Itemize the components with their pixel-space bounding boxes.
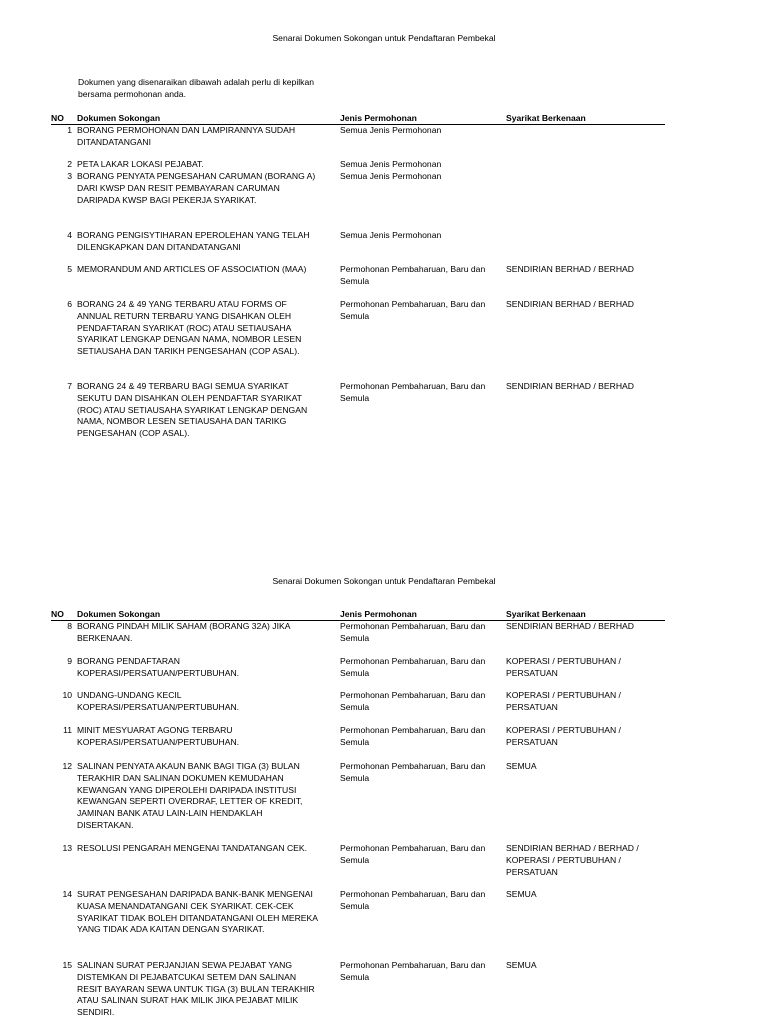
- row-syarikat-line: PERSATUAN: [506, 701, 558, 712]
- row-dokumen-line: RESOLUSI PENGARAH MENGENAI TANDATANGAN CEK.: [77, 843, 308, 853]
- row-jenis: [340, 171, 505, 183]
- row-number: 13: [62, 843, 72, 853]
- row-number: 1: [67, 125, 72, 135]
- row-dokumen-line: BORANG PERMOHONAN DAN LAMPIRANNYA SUDAH: [77, 125, 296, 135]
- row-dokumen: [77, 960, 339, 1019]
- row-dokumen-line: KEWANGAN YANG DIPEROLEHI DARIPADA INSTITUSI: [77, 784, 297, 795]
- row-dokumen-line: KOPERASI/PERSATUAN/PERTUBUHAN.: [77, 736, 240, 747]
- header-syarikat: Syarikat Berkenaan: [506, 113, 586, 123]
- row-syarikat-line: SEMUA: [506, 761, 537, 771]
- row-jenis-line: Permohonan Pembaharuan, Baru dan: [340, 725, 486, 735]
- row-jenis: [340, 230, 505, 242]
- row-jenis-line: Permohonan Pembaharuan, Baru dan: [340, 960, 486, 970]
- row-syarikat-line: SENDIRIAN BERHAD / BERHAD: [506, 381, 634, 391]
- row-dokumen-line: MEMORANDUM AND ARTICLES OF ASSOCIATION (MAA): [77, 264, 307, 274]
- row-syarikat-line: SENDIRIAN BERHAD / BERHAD: [506, 264, 634, 274]
- row-syarikat: [506, 889, 666, 901]
- row-dokumen-line: SALINAN SURAT PERJANJIAN SEWA PEJABAT YANG: [77, 960, 293, 970]
- row-number: 11: [63, 725, 72, 735]
- row-syarikat-line: SENDIRIAN BERHAD / BERHAD: [506, 299, 634, 309]
- row-dokumen-line: SEKUTU DAN DISAHKAN OLEH PENDAFTAR SYARIKAT: [77, 392, 302, 403]
- row-jenis: [340, 690, 505, 714]
- row-dokumen-line: SYARIKAT LENGKAP DENGAN NAMA, NOMBOR LESEN: [77, 334, 302, 345]
- row-dokumen: [77, 621, 339, 645]
- row-jenis-line: Semua Jenis Permohonan: [340, 159, 442, 169]
- row-jenis-line: Semua Jenis Permohonan: [340, 171, 442, 181]
- row-dokumen-line: DISERTAKAN.: [77, 819, 134, 830]
- row-dokumen-line: SETIAUSAHA DAN TARIKH PENGESAHAN (COP ASAL).: [77, 346, 300, 357]
- row-number: 2: [67, 159, 72, 169]
- row-jenis: [340, 656, 505, 680]
- row-dokumen: [77, 725, 339, 749]
- row-number: 3: [67, 171, 72, 181]
- row-number: 8: [67, 621, 72, 631]
- row-number: 4: [67, 230, 72, 240]
- row-number: 12: [62, 761, 72, 771]
- row-jenis-line: Semula: [340, 392, 370, 403]
- row-jenis: [340, 381, 505, 405]
- row-jenis-line: Semula: [340, 971, 370, 982]
- header-jenis: Jenis Permohonan: [340, 609, 417, 619]
- row-jenis-line: Permohonan Pembaharuan, Baru dan: [340, 621, 486, 631]
- row-dokumen: [77, 381, 339, 440]
- row-syarikat: [506, 621, 666, 633]
- row-jenis-line: Semula: [340, 900, 370, 911]
- row-syarikat-line: SENDIRIAN BERHAD / BERHAD: [506, 621, 634, 631]
- row-dokumen: [77, 690, 339, 714]
- row-jenis: [340, 299, 505, 323]
- row-syarikat: [506, 960, 666, 972]
- row-dokumen-line: JAMINAN BANK ATAU LAIN-LAIN HENDAKLAH: [77, 808, 263, 819]
- row-dokumen-line: DARIPADA KWSP BAGI PEKERJA SYARIKAT.: [77, 194, 257, 205]
- row-syarikat-line: KOPERASI / PERTUBUHAN /: [506, 690, 621, 700]
- row-dokumen-line: BORANG PENDAFTARAN: [77, 656, 180, 666]
- header-dokumen: Dokumen Sokongan: [77, 609, 161, 619]
- row-dokumen-line: SURAT PENGESAHAN DARIPADA BANK-BANK MENGENAI: [77, 889, 313, 899]
- row-jenis-line: Permohonan Pembaharuan, Baru dan: [340, 264, 486, 274]
- row-number: 14: [62, 889, 72, 899]
- row-jenis-line: Semula: [340, 632, 370, 643]
- row-jenis-line: Semula: [340, 275, 370, 286]
- intro-line: bersama permohonan anda.: [78, 88, 186, 99]
- row-dokumen-line: BERKENAAN.: [77, 632, 133, 643]
- header-no: NO: [51, 113, 64, 123]
- row-jenis-line: Permohonan Pembaharuan, Baru dan: [340, 843, 486, 853]
- row-syarikat: [506, 761, 666, 773]
- row-number: 15: [62, 960, 72, 970]
- row-jenis-line: Semula: [340, 667, 370, 678]
- row-number: 7: [67, 381, 72, 391]
- row-syarikat-line: KOPERASI / PERTUBUHAN /: [506, 656, 621, 666]
- row-dokumen: [77, 125, 339, 149]
- row-jenis: [340, 960, 505, 984]
- row-syarikat-line: SEMUA: [506, 960, 537, 970]
- row-jenis-line: Permohonan Pembaharuan, Baru dan: [340, 690, 486, 700]
- row-syarikat-line: PERSATUAN: [506, 736, 558, 747]
- intro-line: Dokumen yang disenaraikan dibawah adalah perlu di kepilkan: [78, 77, 315, 87]
- row-dokumen-line: SENDIRI.: [77, 1007, 115, 1018]
- row-dokumen-line: DITANDATANGANI: [77, 136, 152, 147]
- row-jenis-line: Semua Jenis Permohonan: [340, 125, 442, 135]
- row-dokumen-line: DISTEMKAN DI PEJABATCUKAI SETEM DAN SALINAN: [77, 971, 297, 982]
- intro-text: [78, 77, 348, 101]
- table-header: [51, 113, 665, 125]
- row-dokumen-line: BORANG PENYATA PENGESAHAN CARUMAN (BORANG A): [77, 171, 316, 181]
- row-dokumen: [77, 230, 339, 254]
- row-dokumen-line: (ROC) ATAU SETIAUSAHA SYARIKAT LENGKAP DENGAN: [77, 404, 308, 415]
- row-jenis-line: Permohonan Pembaharuan, Baru dan: [340, 656, 486, 666]
- row-dokumen-line: DILENGKAPKAN DAN DITANDATANGANI: [77, 241, 241, 252]
- row-syarikat-line: SEMUA: [506, 889, 537, 899]
- page-title: Senarai Dokumen Sokongan untuk Pendaftaran Pembekal: [272, 33, 496, 43]
- row-jenis-line: Semula: [340, 701, 370, 712]
- row-dokumen-line: MINIT MESYUARAT AGONG TERBARU: [77, 725, 233, 735]
- row-dokumen: [77, 159, 339, 171]
- row-dokumen-line: BORANG 24 & 49 TERBARU BAGI SEMUA SYARIKAT: [77, 381, 289, 391]
- row-syarikat: [506, 264, 666, 276]
- row-jenis: [340, 159, 505, 171]
- row-dokumen-line: RESIT BAYARAN SEWA UNTUK TIGA (3) BULAN TERAKHIR: [77, 983, 315, 994]
- row-jenis-line: Permohonan Pembaharuan, Baru dan: [340, 299, 486, 309]
- row-dokumen-line: UNDANG-UNDANG KECIL: [77, 690, 182, 700]
- row-dokumen-line: SYARIKAT TIDAK BOLEH DITANDATANGANI OLEH MEREKA: [77, 912, 318, 923]
- row-dokumen: [77, 889, 339, 936]
- row-syarikat: [506, 725, 666, 749]
- row-jenis: [340, 889, 505, 913]
- row-dokumen: [77, 843, 339, 855]
- header-no: NO: [51, 609, 64, 619]
- row-dokumen: [77, 299, 339, 358]
- row-syarikat: [506, 299, 666, 311]
- row-jenis-line: Semula: [340, 736, 370, 747]
- row-jenis-line: Semua Jenis Permohonan: [340, 230, 442, 240]
- row-jenis-line: Semula: [340, 310, 370, 321]
- row-jenis: [340, 725, 505, 749]
- header-dokumen: Dokumen Sokongan: [77, 113, 161, 123]
- row-dokumen: [77, 171, 339, 206]
- row-dokumen-line: NAMA, NOMBOR LESEN SETIAUSAHA DAN TARIKG: [77, 416, 287, 427]
- table-header-repeat: [51, 609, 665, 621]
- row-dokumen: [77, 264, 339, 276]
- row-jenis: [340, 843, 505, 867]
- row-dokumen-line: BORANG 24 & 49 YANG TERBARU ATAU FORMS OF: [77, 299, 287, 309]
- row-jenis-line: Permohonan Pembaharuan, Baru dan: [340, 889, 486, 899]
- row-syarikat: [506, 656, 666, 680]
- row-jenis: [340, 761, 505, 785]
- row-dokumen-line: SALINAN PENYATA AKAUN BANK BAGI TIGA (3) BULAN: [77, 761, 300, 771]
- row-dokumen-line: KUASA MENANDATANGANI CEK SYARIKAT. CEK-CEK: [77, 900, 294, 911]
- row-dokumen-line: DARI KWSP DAN RESIT PEMBAYARAN CARUMAN: [77, 182, 280, 193]
- row-dokumen-line: KEWANGAN SEPERTI OVERDRAF, LETTER OF KREDIT,: [77, 796, 303, 807]
- row-syarikat-line: PERSATUAN: [506, 866, 558, 877]
- row-dokumen: [77, 761, 339, 832]
- row-dokumen-line: KOPERASI/PERSATUAN/PERTUBUHAN.: [77, 701, 240, 712]
- row-syarikat-line: KOPERASI / PERTUBUHAN /: [506, 725, 621, 735]
- row-dokumen-line: TERAKHIR DAN SALINAN DOKUMEN KEMUDAHAN: [77, 772, 284, 783]
- row-number: 6: [67, 299, 72, 309]
- row-syarikat: [506, 690, 666, 714]
- row-jenis-line: Semula: [340, 854, 370, 865]
- row-dokumen-line: BORANG PENGISYTIHARAN EPEROLEHAN YANG TELAH: [77, 230, 310, 240]
- row-jenis-line: Permohonan Pembaharuan, Baru dan: [340, 381, 486, 391]
- row-number: 5: [67, 264, 72, 274]
- row-dokumen-line: PENGESAHAN (COP ASAL).: [77, 428, 190, 439]
- row-dokumen: [77, 656, 339, 680]
- row-syarikat: [506, 843, 666, 878]
- row-dokumen-line: KOPERASI/PERSATUAN/PERTUBUHAN.: [77, 667, 240, 678]
- row-number: 10: [62, 690, 72, 700]
- row-jenis: [340, 264, 505, 288]
- page-title-repeat: Senarai Dokumen Sokongan untuk Pendaftaran Pembekal: [272, 576, 496, 586]
- row-dokumen-line: ANNUAL RETURN TERBARU YANG DISAHKAN OLEH: [77, 310, 292, 321]
- row-syarikat-line: PERSATUAN: [506, 667, 558, 678]
- row-jenis-line: Permohonan Pembaharuan, Baru dan: [340, 761, 486, 771]
- row-number: 9: [67, 656, 72, 666]
- row-syarikat-line: KOPERASI / PERTUBUHAN /: [506, 854, 621, 865]
- row-dokumen-line: ATAU SALINAN SURAT HAK MILIK JIKA PEJABAT MILIK: [77, 995, 299, 1006]
- row-dokumen-line: PETA LAKAR LOKASI PEJABAT.: [77, 159, 204, 169]
- row-jenis-line: Semula: [340, 772, 370, 783]
- row-dokumen-line: BORANG PINDAH MILIK SAHAM (BORANG 32A) JIKA: [77, 621, 291, 631]
- header-jenis: Jenis Permohonan: [340, 113, 417, 123]
- row-jenis: [340, 125, 505, 137]
- row-jenis: [340, 621, 505, 645]
- header-syarikat: Syarikat Berkenaan: [506, 609, 586, 619]
- row-dokumen-line: PENDAFTARAN SYARIKAT (ROC) ATAU SETIAUSAHA: [77, 322, 292, 333]
- row-dokumen-line: YANG TIDAK ADA KAITAN DENGAN SYARIKAT.: [77, 924, 265, 935]
- row-syarikat: [506, 381, 666, 393]
- row-syarikat-line: SENDIRIAN BERHAD / BERHAD /: [506, 843, 639, 853]
